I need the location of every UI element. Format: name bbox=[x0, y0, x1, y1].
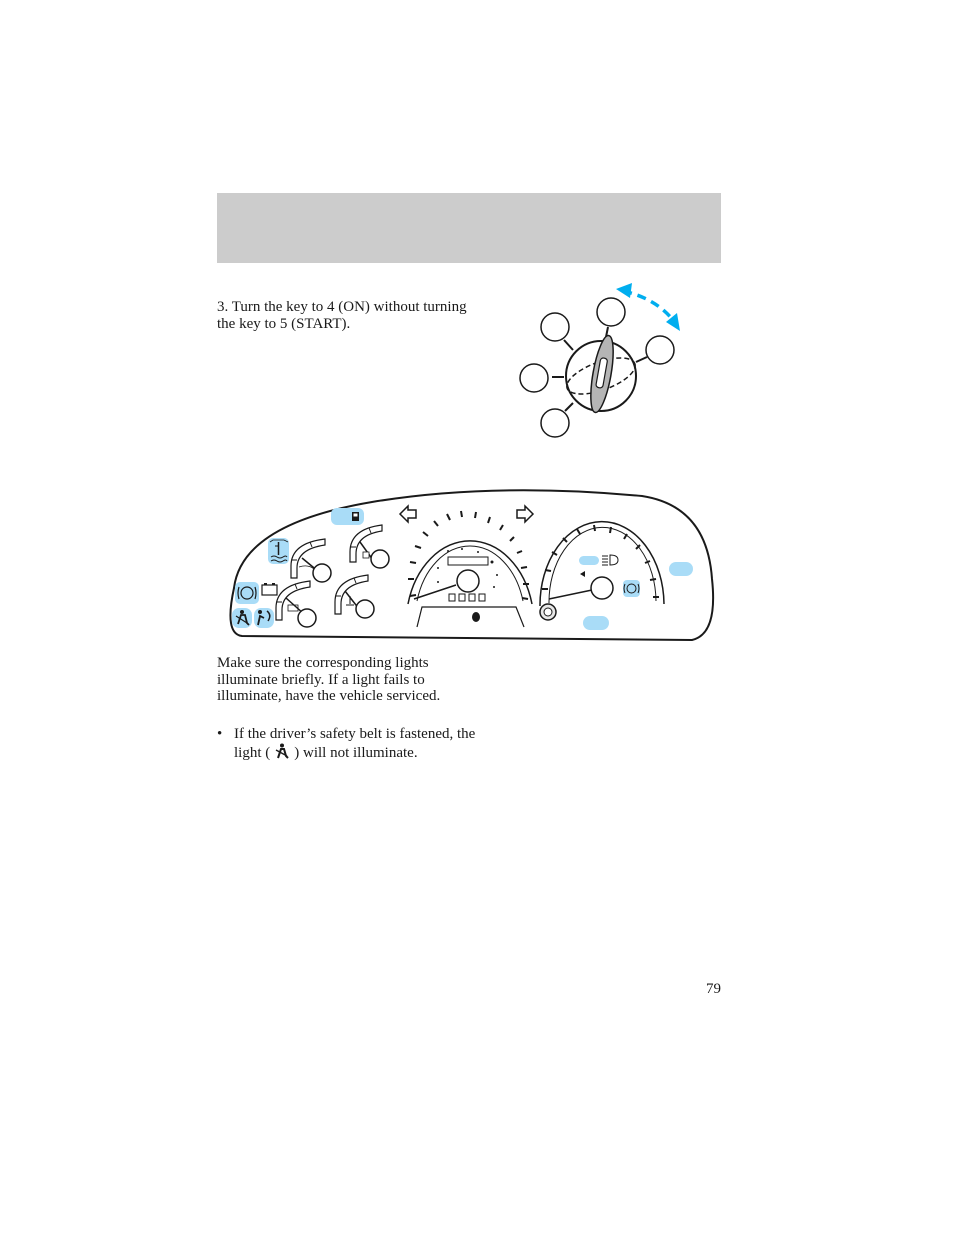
instrument-cluster-diagram bbox=[222, 484, 718, 644]
indicator-lamp-bottom bbox=[583, 616, 609, 630]
step-instruction: 3. Turn the key to 4 (ON) without turning the key to 5 (START). bbox=[217, 299, 467, 332]
seatbelt-warning-icon bbox=[232, 608, 252, 628]
rotation-arrow bbox=[623, 291, 673, 320]
seatbelt-icon bbox=[274, 743, 290, 759]
ignition-key-diagram bbox=[510, 280, 700, 445]
indicator-lamp-right bbox=[669, 562, 693, 576]
bullet-text-before: If the driver’s safety belt is fastened, the light ( bbox=[234, 726, 476, 761]
bullet-marker: • bbox=[217, 726, 223, 742]
section-header-band bbox=[217, 193, 721, 263]
air-bag-warning-icon bbox=[254, 608, 274, 628]
bullet-text-after: ) will not illuminate. bbox=[294, 744, 418, 761]
ignition-position-3-circle bbox=[541, 313, 569, 341]
coolant-temperature-icon bbox=[268, 538, 289, 564]
body-paragraph: Make sure the corresponding lights illuminate briefly. If a light fails to illuminate, have the vehicle serviced. bbox=[217, 655, 441, 704]
ignition-position-4-circle bbox=[597, 298, 625, 326]
anti-lock-brake-icon bbox=[235, 582, 259, 604]
bullet-text bbox=[234, 726, 477, 761]
brake-warning-icon bbox=[623, 580, 640, 597]
battery-charging-icon bbox=[262, 583, 277, 595]
page-number: 79 bbox=[706, 981, 721, 997]
ignition-position-5-circle bbox=[646, 336, 674, 364]
ignition-position-2-circle bbox=[520, 364, 548, 392]
low-fuel-icon bbox=[331, 508, 364, 525]
ignition-position-1-circle bbox=[541, 409, 569, 437]
